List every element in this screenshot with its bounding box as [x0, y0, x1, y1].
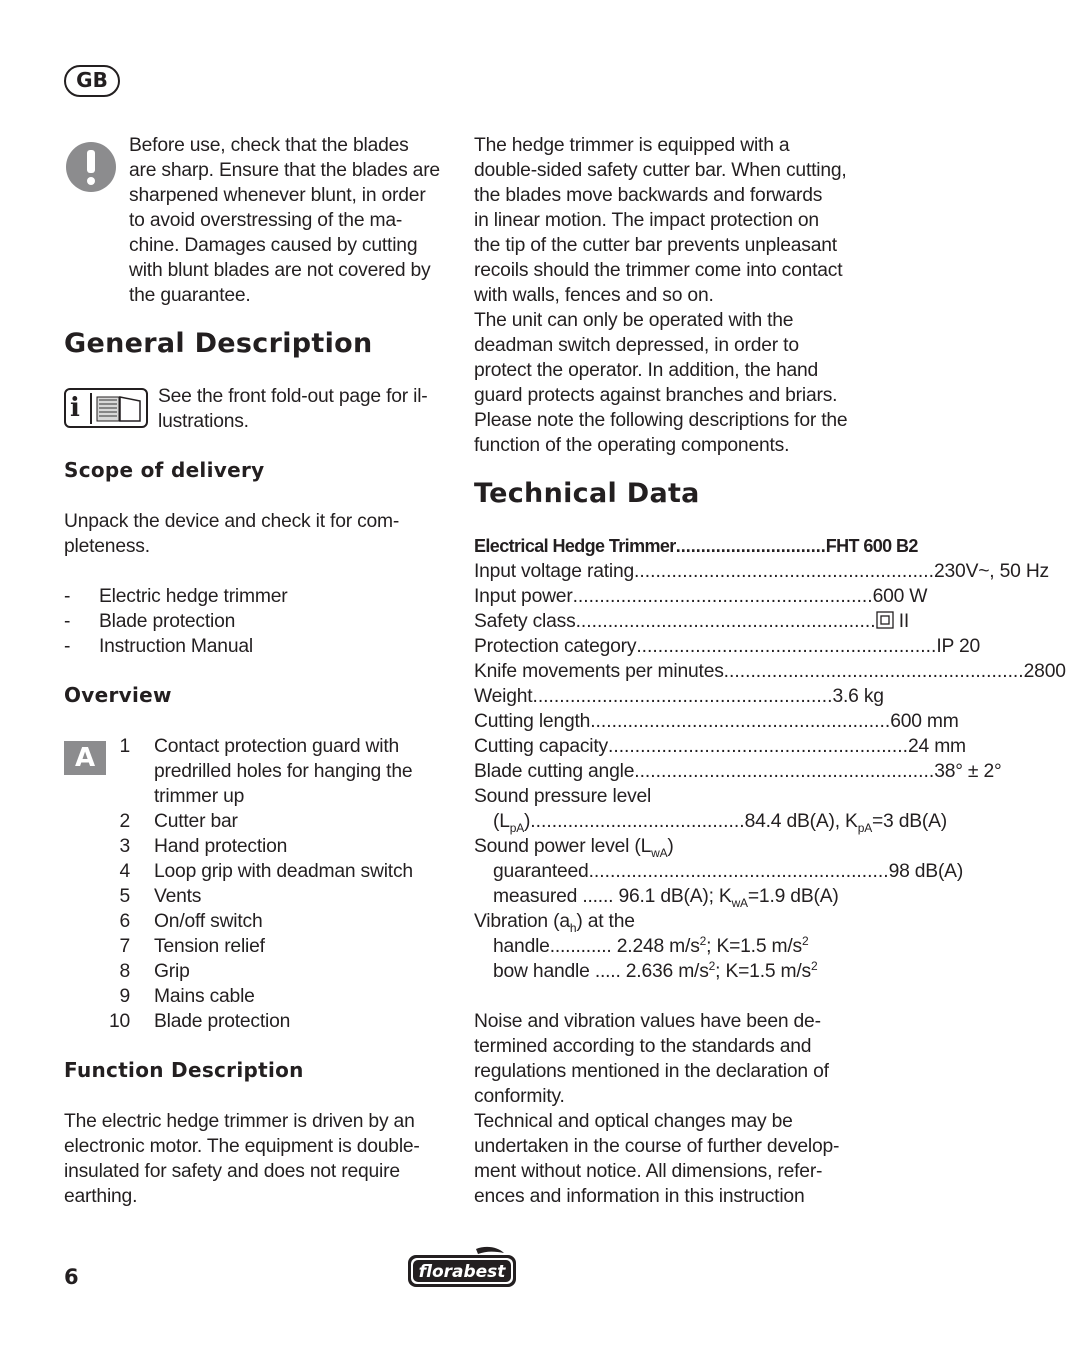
overview-list — [96, 734, 456, 1034]
list-item: 5 Vents — [119, 886, 202, 907]
spec-row: Input voltage rating ........................................................ 230V~, 50 Hz — [474, 561, 1049, 582]
technical-data-heading: Technical Data — [474, 478, 700, 509]
double-insulation-icon — [876, 611, 894, 629]
safety-class-value: II — [876, 609, 910, 634]
spec-row: Cutting length ........................................................ 600 mm — [474, 711, 959, 732]
scope-intro: Unpack the device and check it for com- pleteness. — [64, 511, 400, 557]
spec-row: Blade cutting angle ........................................................ 38° ± 2° — [474, 761, 1002, 782]
sound-pressure-label: Sound pressure level — [474, 786, 652, 807]
warning-icon — [66, 142, 116, 192]
sound-power-guaranteed: guaranteed ........................................................ 98 dB(A) — [493, 861, 964, 882]
list-item: - Electric hedge trimmer — [64, 586, 288, 607]
spec-row: Protection category ........................................................ IP 20 — [474, 636, 981, 657]
list-item: 8 Grip — [119, 961, 190, 982]
figure-a-badge: A — [64, 741, 106, 775]
general-description-heading: General Description — [64, 328, 373, 359]
delivery-list — [64, 584, 287, 659]
sound-pressure-value: $(L_{pA})$ ........................................ 84.4 dB(A), $K_{pA}=3$ dB(A) — [493, 811, 948, 835]
spec-row: Knife movements per minutes ........................................................ 2800 — [474, 661, 1066, 682]
info-note: See the front fold-out page for il- lustrations. — [158, 386, 428, 432]
overview-heading: Overview — [64, 683, 172, 707]
list-item: - Blade protection — [64, 611, 236, 632]
spec-row: Weight ........................................................ 3.6 kg — [474, 686, 884, 707]
list-item: 9 Mains cable — [119, 986, 255, 1007]
spec-row: Safety class ........................................................ II — [474, 611, 910, 632]
list-item: 1 Contact protection guard with predrilled holes for hanging the trimmer up — [119, 736, 413, 807]
list-item: 7 Tension relief — [119, 936, 265, 957]
vibration-handle: handle............ 2.248 $m/s^2$; K=1.5 $m/s^2$ — [493, 934, 809, 957]
spec-row: Input power ........................................................ 600 W — [474, 586, 928, 607]
list-item: 2 Cutter bar — [119, 811, 238, 832]
info-foldout-icon: i — [64, 388, 148, 428]
spec-product: Electrical Hedge Trimmer .............................. FHT 600 B2 — [474, 536, 918, 556]
list-item: 3 Hand protection — [119, 836, 288, 857]
list-item: 6 On/off switch — [119, 911, 263, 932]
language-badge: GB — [64, 65, 120, 97]
vibration-label: Vibration $(a_h)$ at the — [474, 911, 635, 935]
page-number: 6 — [64, 1265, 79, 1289]
spec-row: Cutting capacity ........................................................ 24 mm — [474, 736, 966, 757]
list-item: 10 Blade protection — [108, 1011, 291, 1032]
technical-notes: Noise and vibration values have been de- termined according to the standards and regulations mentioned in the declaration of conformity. Technical and optical changes may be undertaken in the course of further develop- ment without notice. All dimensions, refer- ences and information in this instruction — [474, 1011, 840, 1207]
function-description-heading: Function Description — [64, 1058, 304, 1082]
florabest-logo — [406, 1245, 518, 1289]
vibration-bow-handle: bow handle ..... 2.636 $m/s^2$; K=1.5 $m/s^2$ — [493, 959, 818, 982]
scope-of-delivery-heading: Scope of delivery — [64, 458, 265, 482]
sound-power-label: Sound power level $(L_{wA})$ — [474, 836, 674, 860]
list-item: 4 Loop grip with deadman switch — [119, 861, 413, 882]
cutter-bar-description: The hedge trimmer is equipped with a double-sided safety cutter bar. When cutting, the blades move backwards and forwards in linear motion. The impact protection on the tip of the cutter bar prevents unpleasant recoils should the trimmer come into contact with walls, fences and so on. The unit can only be operated with the deadman switch depressed, in order to protect the operator. In addition, the hand guard protects against branches and briars. Please note the following descriptions for the function of the operating components. — [474, 135, 848, 456]
list-item: - Instruction Manual — [64, 636, 253, 657]
function-description-text: The electric hedge trimmer is driven by an electronic motor. The equipment is double- insulated for safety and does not require earthing. — [64, 1111, 420, 1207]
warning-text: Before use, check that the blades are sharp. Ensure that the blades are sharpened whenever blunt, in order to avoid overstressing of the ma- chine. Damages caused by cutting with blunt blades are not covered by the guarantee. — [129, 135, 440, 306]
logo-text: florabest — [418, 1262, 506, 1282]
sound-power-measured: measured ...... 96.1 dB(A); $K_{wA}=1.9$ dB(A) — [493, 886, 839, 910]
